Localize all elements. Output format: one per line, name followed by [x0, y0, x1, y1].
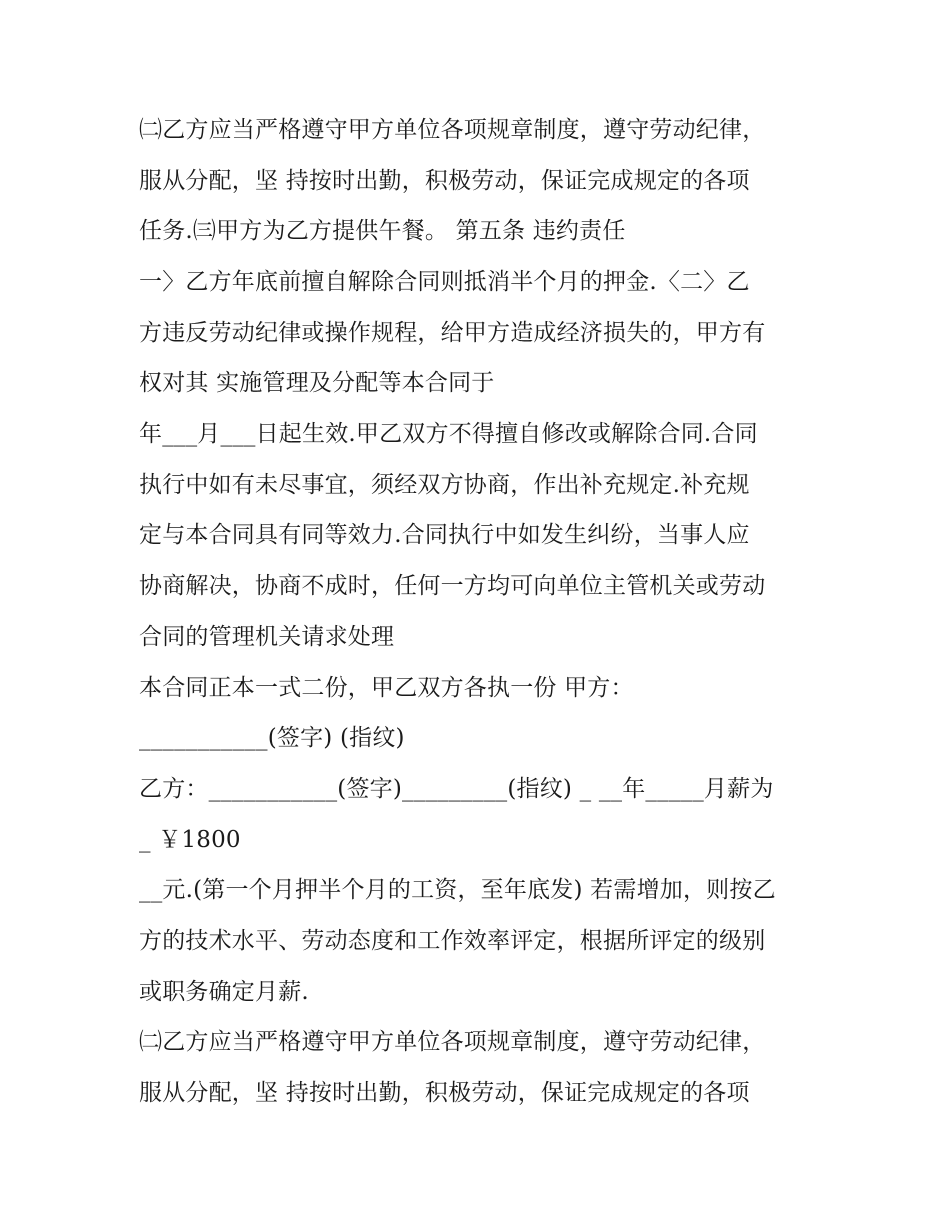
salary-amount: _ ￥1800: [139, 827, 241, 853]
text-line: 定与本合同具有同等效力.合同执行中如发生纠纷，当事人应: [139, 522, 750, 548]
text-line: 方违反劳动纪律或操作规程，给甲方造成经济损失的，甲方有: [139, 320, 766, 346]
text-line: __元.(第一个月押半个月的工资，至年底发) 若需增加，则按乙: [139, 877, 776, 903]
text-line: ㈡乙方应当严格遵守甲方单位各项规章制度，遵守劳动纪律，: [139, 1029, 766, 1055]
signature-line-party-b: 乙方：___________(签字)_________(指纹) _ __年_____月薪为: [139, 776, 774, 802]
text-line: 权对其 实施管理及分配等本合同于: [139, 370, 495, 396]
text-line: 或职务确定月薪.: [139, 979, 309, 1005]
text-line: 一〉乙方年底前擅自解除合同则抵消半个月的押金.〈二〉乙: [139, 269, 750, 295]
text-line: 方的技术水平、劳动态度和工作效率评定，根据所评定的级别: [139, 928, 766, 954]
text-line: 服从分配，坚 持按时出勤，积极劳动，保证完成规定的各项: [139, 168, 750, 194]
signature-line-party-a: ___________(签字) (指纹): [139, 725, 405, 751]
text-line: ㈡乙方应当严格遵守甲方单位各项规章制度，遵守劳动纪律，: [139, 117, 766, 143]
text-line: 合同的管理机关请求处理: [139, 624, 395, 650]
text-line: 协商解决，协商不成时，任何一方均可向单位主管机关或劳动: [139, 573, 766, 599]
text-line: 年___月___日起生效.甲乙双方不得擅自修改或解除合同.合同: [139, 421, 758, 447]
text-line: 执行中如有未尽事宜，须经双方协商，作出补充规定.补充规: [139, 472, 750, 498]
text-line: 本合同正本一式二份，甲乙双方各执一份 甲方：: [139, 675, 634, 701]
text-line: 服从分配，坚 持按时出勤，积极劳动，保证完成规定的各项: [139, 1080, 750, 1106]
text-line: 任务.㈢甲方为乙方提供午餐。 第五条 违约责任: [139, 218, 626, 244]
